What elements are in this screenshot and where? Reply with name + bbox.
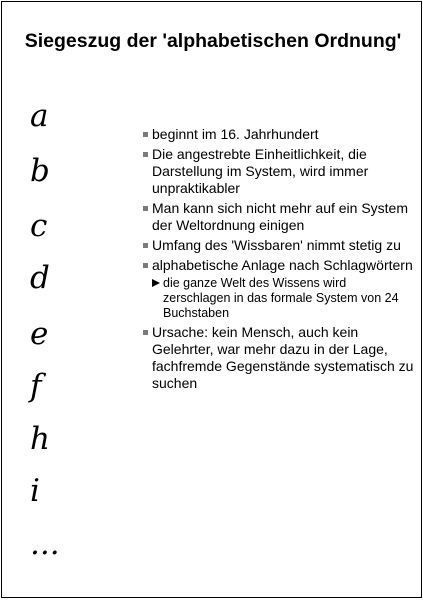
bullet-item: [143, 146, 415, 197]
letter-d: d: [30, 260, 50, 296]
letter-b: b: [30, 153, 50, 189]
letter-i: i: [30, 473, 40, 509]
letter-f: f: [30, 368, 42, 404]
letter-h: h: [30, 421, 50, 457]
bullet-list: [143, 126, 415, 395]
bullet-text: alphabetische Anlage nach Schlagwörtern: [152, 257, 413, 273]
bullet-text: Umfang des 'Wissbaren' nimmt stetig zu: [152, 237, 401, 253]
letter-e: e: [30, 316, 49, 352]
bullet-item: [143, 200, 415, 234]
sub-bullet-list: [152, 276, 415, 321]
bullet-item: [143, 257, 415, 321]
bullet-item: [143, 324, 415, 392]
sub-bullet-text: die ganze Welt des Wissens wird zerschlagen in das formale System von 24 Buchstaben: [163, 276, 399, 320]
bullet-item: [143, 237, 415, 254]
letter-a: a: [30, 98, 49, 134]
slide: [1, 1, 422, 598]
bullet-text: Man kann sich nicht mehr auf ein System der Weltordnung einigen: [152, 200, 409, 233]
letter-c: c: [30, 208, 48, 244]
bullet-text: Die angestrebte Einheitlichkeit, die Darstellung im System, wird immer unpraktikabler: [152, 146, 369, 196]
sub-bullet-item: [152, 276, 415, 321]
letter-ellipsis: ...: [30, 526, 60, 562]
bullet-text: beginnt im 16. Jahrhundert: [152, 126, 319, 142]
bullet-item: [143, 126, 415, 143]
slide-title: Siegeszug der 'alphabetischen Ordnung': [24, 30, 402, 52]
bullet-text: Ursache: kein Mensch, auch kein Gelehrter, war mehr dazu in der Lage, fachfremde Gegenstände systematisch zu suchen: [152, 324, 414, 391]
